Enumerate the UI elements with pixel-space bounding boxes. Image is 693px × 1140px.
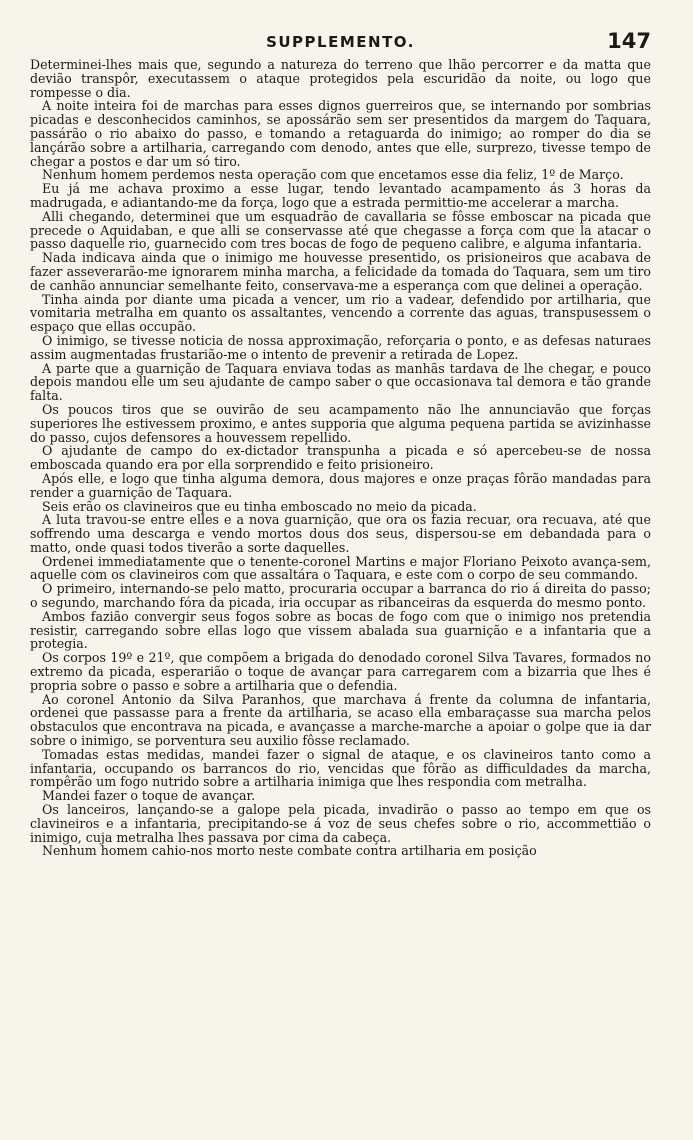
paragraph: Alli chegando, determinei que um esquadrão de cavallaria se fôsse emboscar na picada que precede o Aquidaban, e que alli se conservasse até que chegasse a força com que la atacar o passo daquelle rio, guarnecido com tres bocas de fogo de pequeno calibre, e alguma infantaria. — [30, 208, 651, 252]
paragraph: Ao coronel Antonio da Silva Paranhos, que marchava á frente da columna de infantaria, ordenei que passasse para a frente da artilharia, se acaso ella embaraçasse sua marcha pelos obstaculos que encontrava na picada, e avançasse a marche-marche a apoiar o golpe que ia dar sobre o inimigo, se porventura seu auxilio fôsse reclamado. — [30, 691, 651, 749]
paragraph: Os poucos tiros que se ouvirão de seu acampamento não lhe annunciavão que forças superiores lhe estivessem proximo, e antes supporia que alguma pequena partida se avizinhasse do passo, cujos defensores a houvessem repellido. — [30, 401, 651, 445]
paragraph: Seis erão os clavineiros que eu tinha emboscado no meio da picada. — [42, 498, 477, 514]
paragraph: Ambos fazião convergir seus fogos sobre as bocas de fogo com que o inimigo nos pretendia resistir, carregando sobre ellas logo que vissem abalada sua guarnição e a infantaria que a protegia. — [30, 608, 651, 652]
paragraph: Os lanceiros, lançando-se a galope pela picada, invadirão o passo ao tempo em que os clavineiros e a infantaria, precipitando-se á voz de seus chefes sobre o rio, accommettião o inimigo, cuja metralha lhes passava por cima da cabeça. — [30, 802, 651, 845]
paragraph: Eu já me achava proximo a esse lugar, tendo levantado acampamento ás 3 horas da madrugada, e adiantando-me da força, logo que a estrada permittio-me accelerar a marcha. — [30, 181, 651, 210]
paragraph: Ordenei immediatamente que o tenente-coronel Martins e major Floriano Peixoto avança-sem, aquelle com os clavineiros com que assaltára o Taquara, e este com o corpo de seu commando. — [30, 553, 651, 583]
paragraph: O inimigo, se tivesse noticia de nossa approximação, reforçaria o ponto, e as defesas naturaes assim augmentadas frustarião-me o intento de prevenir a retirada de Lopez. — [30, 332, 651, 362]
paragraph: Nenhum homem cahio-nos morto neste combate contra artilharia em posição — [42, 843, 537, 859]
paragraph: A noite inteira foi de marchas para esses dignos guerreiros que, se internando por sombrias picadas e desconhecidos caminhos, se apossárão sem ser presentidos da margem do Taquara, passárão o rio abaixo do passo, e tomando a retaguarda do inimigo; ao romper do dia se lançárão sobre a artilharia, carregando com denodo, antes que elle, surprezo, tivesse tempo de chegar a postos e dar um só tiro. — [30, 98, 651, 169]
paragraph: Nada indicava ainda que o inimigo me houvesse presentido, os prisioneiros que acabava de fazer asseverarão-me ignorarem minha marcha, a felicidade da tomada do Taquara, sem um tiro de canhão annunciar semelhante feito, conservava-me a esperança com que delinei a operação. — [30, 250, 651, 293]
paragraph: Nenhum homem perdemos nesta operação com que encetamos esse dia feliz, 1º de Março. — [42, 167, 624, 183]
running-title: SUPPLEMENTO. — [266, 33, 415, 51]
paragraph: A luta travou-se entre elles e a nova guarnição, que ora os fazia recuar, ora recuava, até que soffrendo uma descarga e vendo mortos dous dos seus, dispersou-se em debandada para o matto, onde quasi todos tiverão a sorte daquelles. — [30, 512, 651, 555]
paragraph: Determinei-lhes mais que, segundo a natureza do terreno que lhão percorrer e da matta que devião transpôr, executassem o ataque protegidos pela escuridão da noite, ou logo que rompesse o dia. — [30, 57, 651, 100]
paragraph: Mandei fazer o toque de avançar. — [42, 788, 256, 804]
body-text — [30, 58, 651, 858]
page-number: 147 — [607, 29, 651, 53]
paragraph: Após elle, e logo que tinha alguma demora, dous majores e onze praças fôrão mandadas para render a guarnição de Taquara. — [30, 470, 651, 500]
paragraph: Tomadas estas medidas, mandei fazer o signal de ataque, e os clavineiros tanto como a infantaria, occupando os barrancos do rio, vencidas que fôrão as difficuldades da marcha, rompêrão um fogo nutrido sobre a artilharia inimiga que lhes respondia com metralha. — [30, 746, 651, 790]
paragraph: O primeiro, internando-se pelo matto, procuraria occupar a barranca do rio á direita do passo; o segundo, marchando fóra da picada, iria occupar as ribanceiras da esquerda do mesmo ponto. — [30, 581, 651, 611]
page-header — [30, 0, 651, 58]
paragraph: Tinha ainda por diante uma picada a vencer, um rio a vadear, defendido por artilharia, que vomitaria metralha em quanto os assaltantes, vencendo a corrente das aguas, transpusessem o espaço que ellas occupão. — [30, 291, 651, 335]
paragraph: O ajudante de campo do ex-dictador transpunha a picada e só apercebeu-se de nossa emboscada quando era por ella sorprendido e feito prisioneiro. — [30, 443, 651, 473]
paragraph: A parte que a guarnição de Taquara enviava todas as manhãs tardava de lhe chegar, e pouco depois mandou elle um seu ajudante de campo saber o que occasionava tal demora e tão grande falta. — [30, 360, 651, 404]
paragraph: Os corpos 19º e 21º, que compõem a brigada do denodado coronel Silva Tavares, formados no extremo da picada, esperarião o toque de avançar para carregarem com a bizarria que lhes é propria sobre o passo e sobre a artilharia que o defendia. — [30, 650, 651, 693]
